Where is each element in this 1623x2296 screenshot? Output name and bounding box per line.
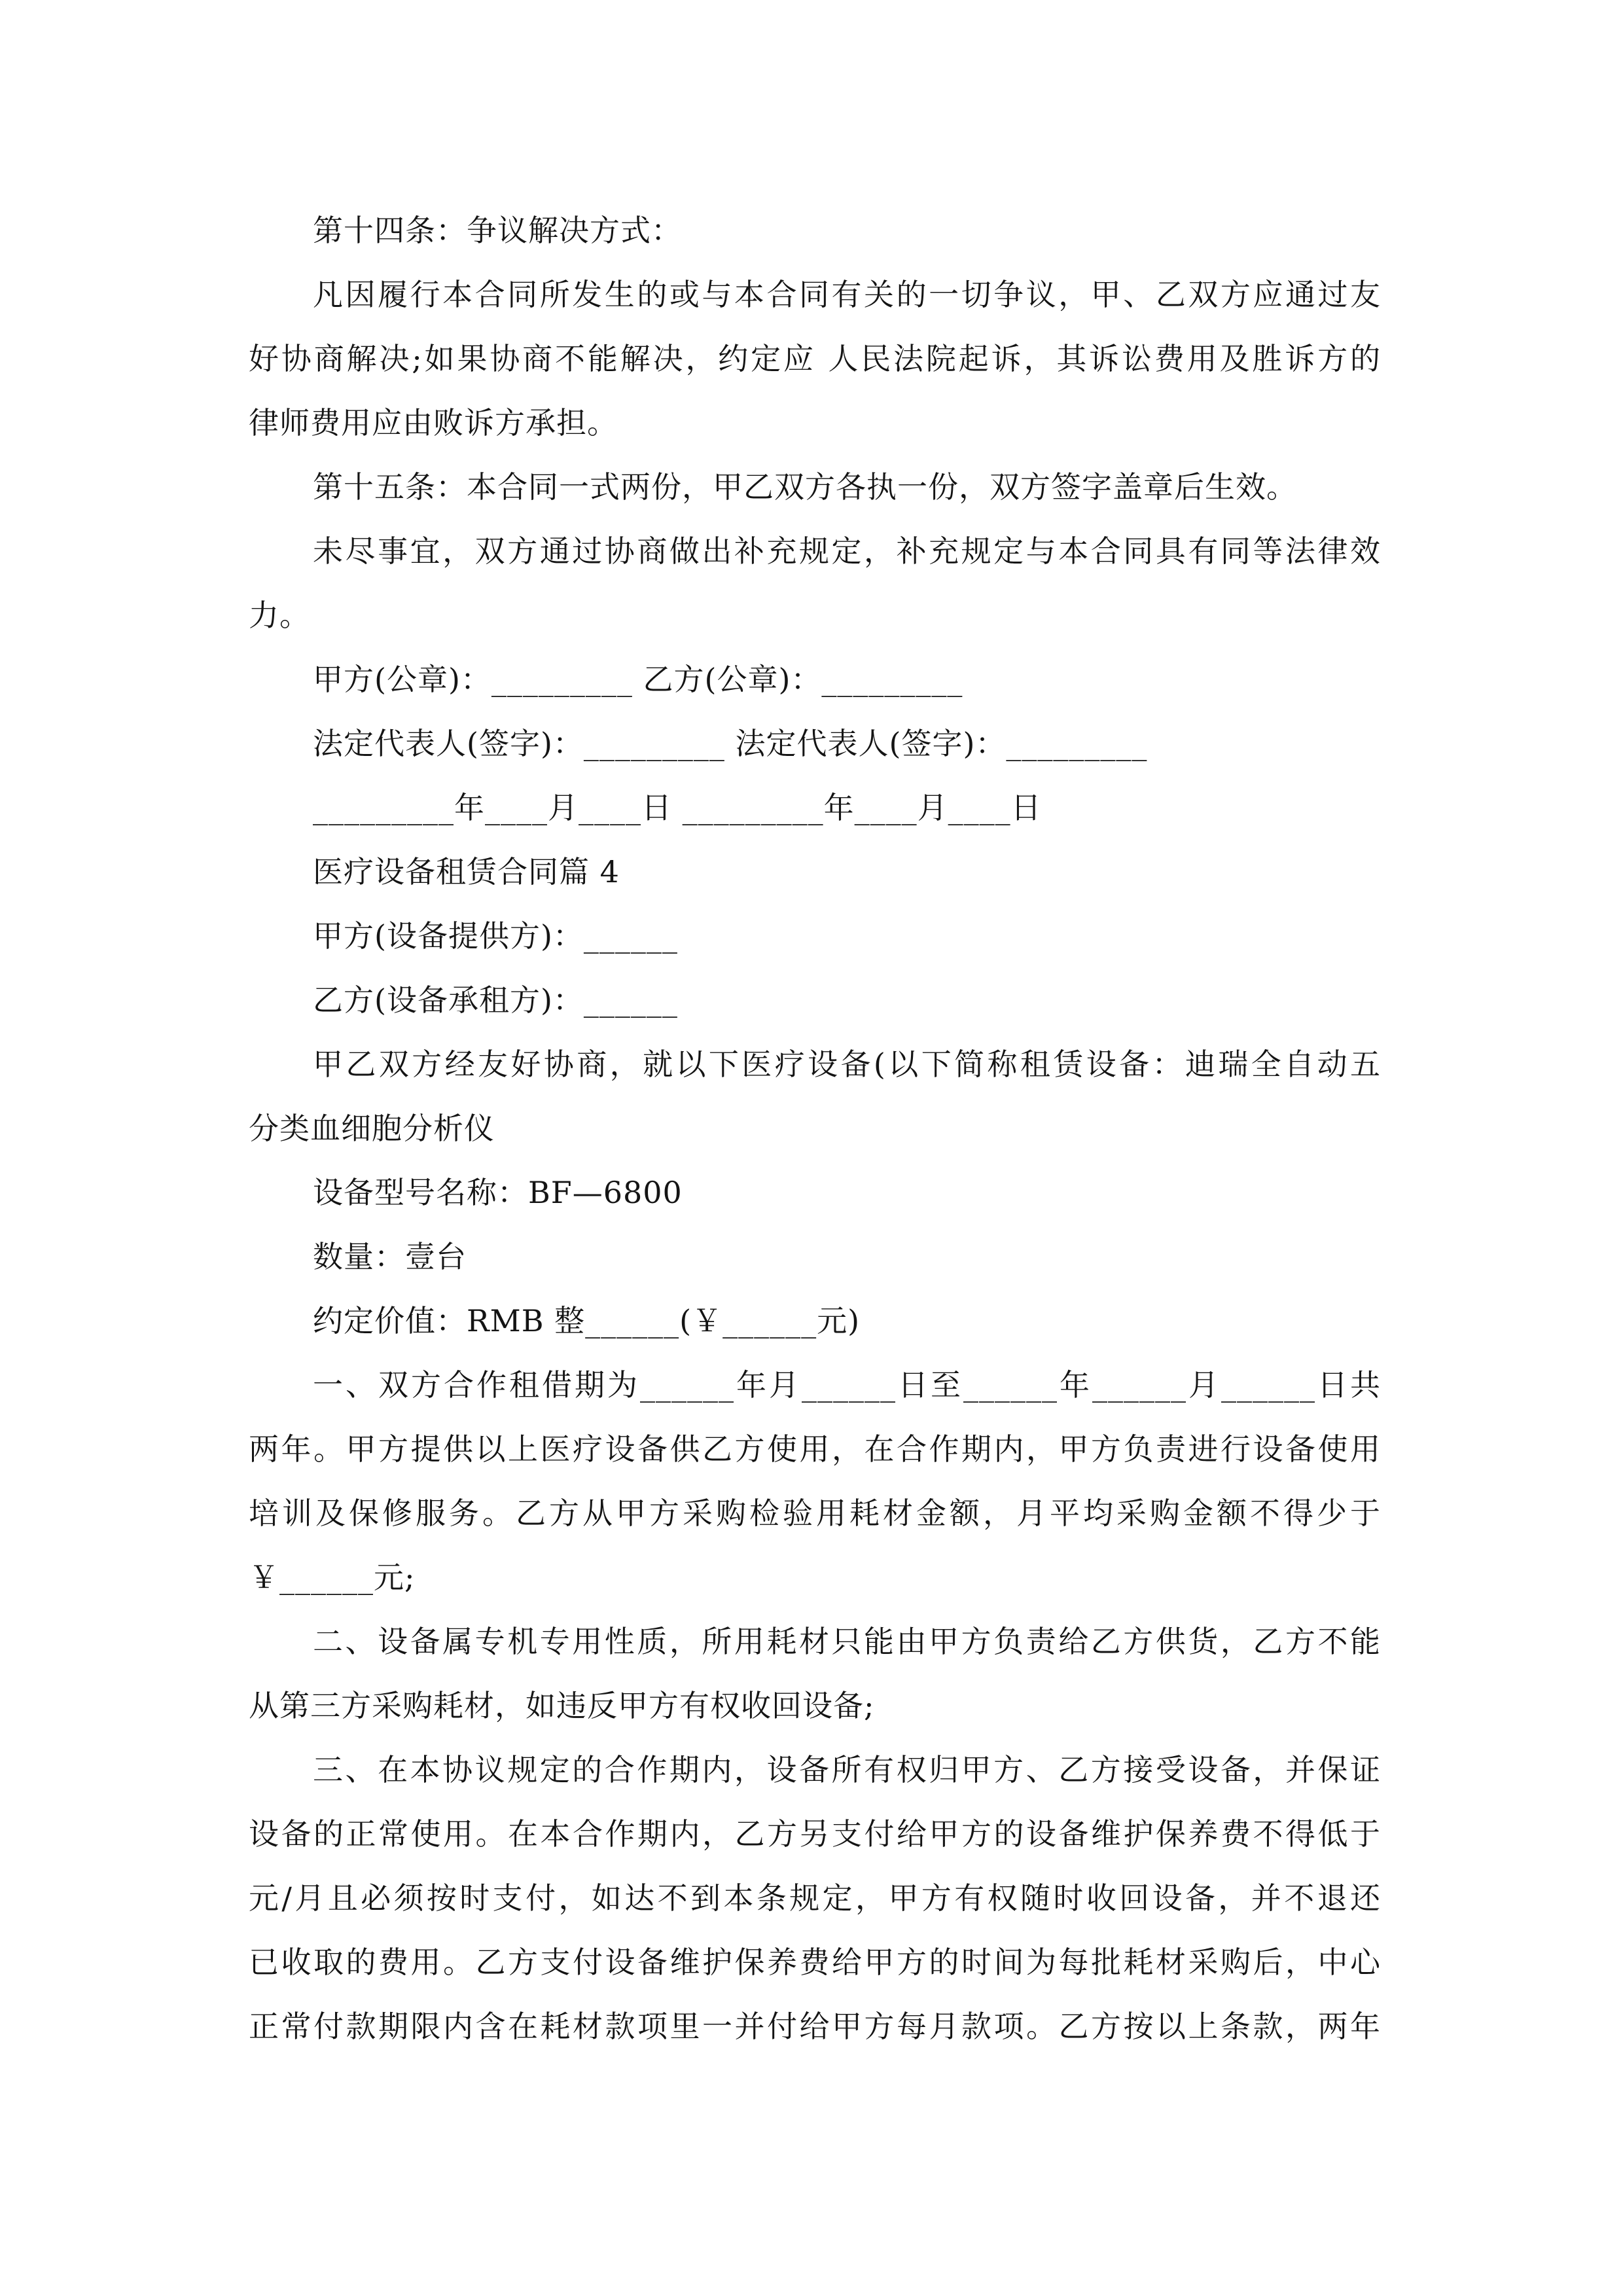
party-b-line: 乙方(设备承租方)：______ bbox=[313, 982, 678, 1018]
paragraph-line: 好协商解决;如果协商不能解决，约定应 人民法院起诉，其诉讼费用及胜诉方的 bbox=[249, 341, 1381, 376]
equipment-model-line: 设备型号名称：BF—6800 bbox=[313, 1175, 683, 1210]
paragraph-line: 甲乙双方经友好协商，就以下医疗设备(以下简称租赁设备：迪瑞全自动五 bbox=[313, 1047, 1381, 1082]
party-a-line: 甲方(设备提供方)：______ bbox=[313, 918, 678, 954]
article-14-heading: 第十四条：争议解决方式： bbox=[313, 213, 682, 248]
paragraph-line: 培训及保修服务。乙方从甲方采购检验用耗材金额，月平均采购金额不得少于 bbox=[249, 1496, 1381, 1531]
clause-3-line: 三、在本协议规定的合作期内，设备所有权归甲方、乙方接受设备，并保证 bbox=[313, 1752, 1381, 1787]
date-line: _________年____月____日 _________年____月____日 bbox=[313, 790, 1042, 825]
paragraph-line: ￥______元; bbox=[249, 1560, 416, 1595]
paragraph-line: 从第三方采购耗材，如违反甲方有权收回设备; bbox=[249, 1688, 875, 1723]
clause-2-line: 二、设备属专机专用性质，所用耗材只能由甲方负责给乙方供货，乙方不能 bbox=[313, 1624, 1381, 1659]
paragraph-line: 已收取的费用。乙方支付设备维护保养费给甲方的时间为每批耗材采购后，中心 bbox=[249, 1945, 1381, 1980]
agreed-value-line: 约定价值：RMB 整______(￥______元) bbox=[313, 1303, 861, 1338]
paragraph-line: 设备的正常使用。在本合作期内，乙方另支付给甲方的设备维护保养费不得低于 bbox=[249, 1816, 1381, 1852]
paragraph-line: 律师费用应由败诉方承担。 bbox=[249, 405, 618, 440]
paragraph-line: 元/月且必须按时支付，如达不到本条规定，甲方有权随时收回设备，并不退还 bbox=[249, 1880, 1381, 1916]
paragraph-line: 正常付款期限内含在耗材款项里一并付给甲方每月款项。乙方按以上条款，两年 bbox=[249, 2009, 1381, 2044]
section-title: 医疗设备租赁合同篇 4 bbox=[313, 854, 620, 889]
paragraph-line: 力。 bbox=[249, 598, 310, 633]
clause-1-line: 一、双方合作租借期为______年月______日至______年______月______日共 bbox=[313, 1367, 1381, 1403]
paragraph-line: 未尽事宜，双方通过协商做出补充规定，补充规定与本合同具有同等法律效 bbox=[313, 533, 1381, 569]
paragraph-line: 分类血细胞分析仪 bbox=[249, 1111, 495, 1146]
quantity-line: 数量：壹台 bbox=[313, 1239, 467, 1274]
paragraph-line: 凡因履行本合同所发生的或与本合同有关的一切争议，甲、乙双方应通过友 bbox=[313, 277, 1381, 312]
article-15-text: 第十五条：本合同一式两份，甲乙双方各执一份，双方签字盖章后生效。 bbox=[313, 469, 1297, 505]
party-seal-line: 甲方(公章)：_________ 乙方(公章)：_________ bbox=[313, 662, 963, 697]
representative-signature-line: 法定代表人(签字)：_________ 法定代表人(签字)：_________ bbox=[313, 726, 1148, 761]
paragraph-line: 两年。甲方提供以上医疗设备供乙方使用，在合作期内，甲方负责进行设备使用 bbox=[249, 1431, 1381, 1467]
